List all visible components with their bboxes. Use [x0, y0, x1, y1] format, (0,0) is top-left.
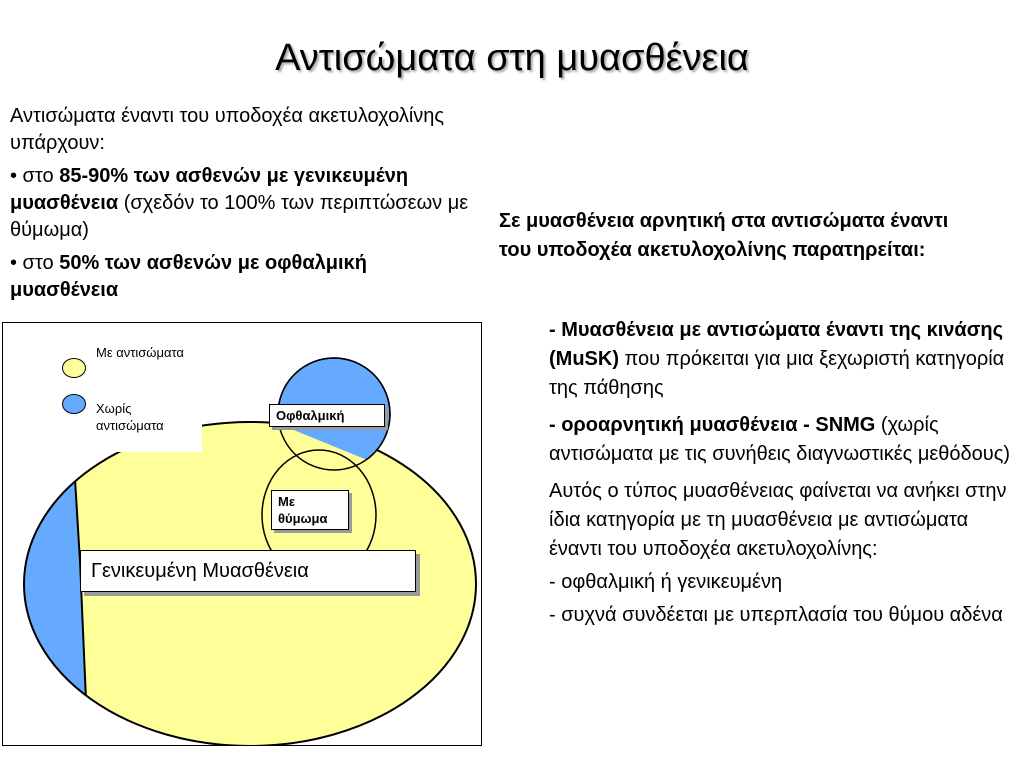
dash-item-1: - οφθαλμική ή γενικευμένη	[549, 571, 783, 593]
left-text-block	[10, 103, 480, 310]
bullet-prefix: • στο	[10, 165, 60, 187]
item-bold: - Μυασθένεια με αντισώματα έναντι της κινάσης (MuSK)	[549, 319, 1003, 370]
bullet-ocular	[10, 250, 480, 304]
legend	[60, 332, 202, 452]
right-list	[549, 316, 1019, 634]
item-bold: - οροαρνητική μυασθένεια - SNMG	[549, 414, 876, 436]
intro-text: Αντισώματα έναντι του υποδοχέα ακετυλοχολίνης υπάρχουν:	[10, 105, 445, 154]
legend-positive-label: Με αντισώματα	[96, 345, 184, 360]
bullet-rest: (σχεδόν το 100% των περιπτώσεων με θύμωμα)	[10, 192, 469, 241]
ocular-label: Οφθαλμική	[269, 404, 385, 427]
item-snmg	[549, 411, 1019, 469]
dash-item-2: - συχνά συνδέεται με υπερπλασία του θύμου αδένα	[549, 604, 1003, 626]
venn-diagram	[2, 322, 482, 746]
thymoma-label: Με θύμωμα	[271, 490, 349, 530]
bullet-prefix: • στο	[10, 252, 60, 274]
item-rest: (χωρίς αντισώματα με τις συνήθεις διαγνωστικές μεθόδους)	[549, 414, 1011, 465]
legend-negative-label: Χωρίς αντισώματα	[96, 401, 164, 433]
bullet-bold: 50% των ασθενών με οφθαλμική μυασθένεια	[10, 252, 367, 301]
generalized-label: Γενικευμένη Μυασθένεια	[80, 550, 416, 592]
bullet-generalized	[10, 163, 480, 244]
legend-negative-swatch	[62, 394, 86, 414]
paragraph: Αυτός ο τύπος μυασθένειας φαίνεται να ανήκει στην ίδια κατηγορία με τη μυασθένεια με αντισώματα έναντι του υποδοχέα ακετυλοχολίνης:	[549, 480, 1007, 560]
legend-positive-swatch	[62, 358, 86, 378]
item-rest: που πρόκειται για μια ξεχωριστή κατηγορία της πάθησης	[549, 348, 1005, 399]
right-heading: Σε μυασθένεια αρνητική στα αντισώματα έναντι του υποδοχέα ακετυλοχολίνης παρατηρείται:	[499, 210, 949, 261]
slide-title: Αντισώματα στη μυασθένεια	[275, 37, 749, 79]
item-musk	[549, 316, 1019, 403]
bullet-bold: 85-90% των ασθενών με γενικευμένη μυασθένεια	[10, 165, 409, 214]
